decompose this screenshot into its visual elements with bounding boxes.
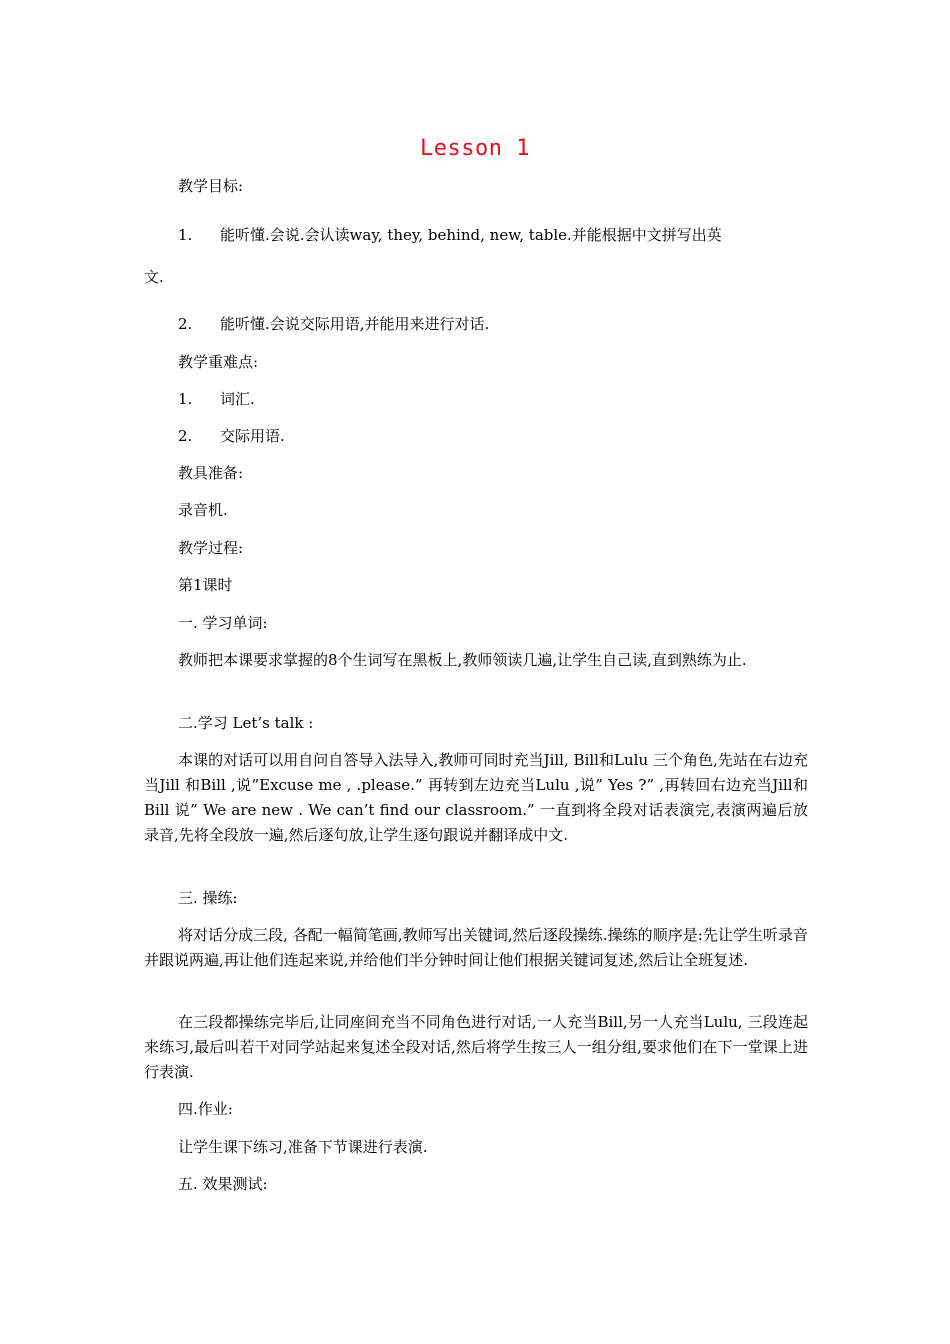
lesson-title: Lesson 1 <box>420 136 530 161</box>
key-point-2 <box>178 424 285 449</box>
step-5-heading: 五. 效果测试: <box>178 1175 268 1193</box>
key-point-1-text: 词汇. <box>220 390 255 408</box>
step-2-text: 本课的对话可以用自问自答导入法导入,教师可同时充当Jill, Bill和Lulu 三个角色,先站在右边充当Jill 和Bill ,说”Excuse me , .please.” 再转到左边充当Lulu ,说” Yes ?” ,再转回右边充当Jill和Bill 说” We are new . We can’t find our classroom.” 一直到将全段对话表演完,表演两遍后放录音,先将全段放一遍,然后逐句放,让学生逐句跟说并翻译成中文. <box>144 751 808 844</box>
goal-1-number: 1. <box>178 226 193 244</box>
step-4-text: 让学生课下练习,准备下节课进行表演. <box>178 1138 428 1156</box>
tools-heading: 教具准备: <box>178 464 244 482</box>
goal-2-number: 2. <box>178 315 193 333</box>
key-points-heading: 教学重难点: <box>178 353 259 371</box>
key-point-2-number: 2. <box>178 427 193 445</box>
goal-2 <box>178 312 489 337</box>
process-heading: 教学过程: <box>178 539 244 557</box>
goal-1 <box>178 223 722 248</box>
step-1-heading: 一. 学习单词: <box>178 614 268 632</box>
step-3-text-2: 在三段都操练完毕后,让同座间充当不同角色进行对话,一人充当Bill,另一人充当Lulu, 三段连起来练习,最后叫若干对同学站起来复述全段对话,然后将学生按三人一组分组,要求他们在下一堂课上进行表演. <box>144 1013 808 1081</box>
key-point-1 <box>178 387 255 412</box>
step-2-heading: 二.学习 Let’s talk : <box>178 714 314 732</box>
goals-heading: 教学目标: <box>178 177 244 195</box>
key-point-2-text: 交际用语. <box>220 427 285 445</box>
goal-1-text: 能听懂.会说.会认读way, they, behind, new, table.并能根据中文拼写出英 <box>220 226 722 244</box>
step-3-heading: 三. 操练: <box>178 889 238 907</box>
key-point-1-number: 1. <box>178 390 193 408</box>
goal-2-text: 能听懂.会说交际用语,并能用来进行对话. <box>220 315 490 333</box>
tools-text: 录音机. <box>178 501 228 519</box>
step-1-text: 教师把本课要求掌握的8个生词写在黑板上,教师领读几遍,让学生自己读,直到熟练为止. <box>178 651 747 669</box>
period-label: 第1课时 <box>178 576 233 594</box>
step-3-text-1: 将对话分成三段, 各配一幅简笔画,教师写出关键词,然后逐段操练.操练的顺序是:先让学生听录音并跟说两遍,再让他们连起来说,并给他们半分钟时间让他们根据关键词复述,然后让全班复述. <box>144 926 808 969</box>
goal-1-continuation: 文. <box>144 268 164 286</box>
step-4-heading: 四.作业: <box>178 1100 233 1118</box>
